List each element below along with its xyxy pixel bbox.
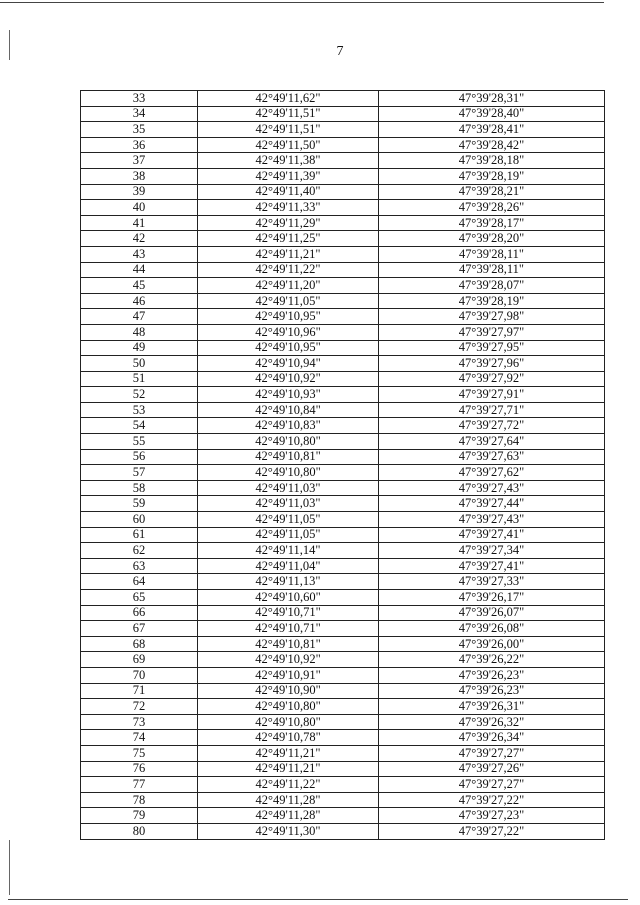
latitude-cell: 42°49'11,05"	[198, 293, 379, 309]
point-number-cell: 46	[81, 293, 198, 309]
point-number-cell: 72	[81, 699, 198, 715]
longitude-cell: 47°39'26,23"	[379, 683, 605, 699]
point-number-cell: 45	[81, 278, 198, 294]
point-number-cell: 41	[81, 215, 198, 231]
latitude-cell: 42°49'11,51"	[198, 122, 379, 138]
point-number-cell: 42	[81, 231, 198, 247]
page-number: 7	[336, 44, 344, 59]
point-number-cell: 58	[81, 480, 198, 496]
table-row	[81, 636, 605, 652]
table-row	[81, 324, 605, 340]
scan-edge-mark-lower	[9, 840, 10, 895]
longitude-cell: 47°39'27,43"	[379, 480, 605, 496]
longitude-cell: 47°39'28,41"	[379, 122, 605, 138]
point-number-cell: 38	[81, 168, 198, 184]
longitude-cell: 47°39'27,22"	[379, 823, 605, 839]
point-number-cell: 54	[81, 418, 198, 434]
longitude-cell: 47°39'28,11"	[379, 262, 605, 278]
latitude-cell: 42°49'10,91"	[198, 667, 379, 683]
table-row	[81, 418, 605, 434]
latitude-cell: 42°49'10,93"	[198, 387, 379, 403]
latitude-cell: 42°49'11,50"	[198, 137, 379, 153]
table-row	[81, 777, 605, 793]
table-row	[81, 153, 605, 169]
longitude-cell: 47°39'28,21"	[379, 184, 605, 200]
latitude-cell: 42°49'11,05"	[198, 527, 379, 543]
latitude-cell: 42°49'10,80"	[198, 434, 379, 450]
latitude-cell: 42°49'11,13"	[198, 574, 379, 590]
longitude-cell: 47°39'28,19"	[379, 168, 605, 184]
longitude-cell: 47°39'28,07"	[379, 278, 605, 294]
point-number-cell: 78	[81, 792, 198, 808]
latitude-cell: 42°49'10,95"	[198, 340, 379, 356]
table-row	[81, 496, 605, 512]
table-row	[81, 667, 605, 683]
latitude-cell: 42°49'11,20"	[198, 278, 379, 294]
point-number-cell: 47	[81, 309, 198, 325]
table-row	[81, 808, 605, 824]
longitude-cell: 47°39'26,34"	[379, 730, 605, 746]
latitude-cell: 42°49'11,04"	[198, 558, 379, 574]
longitude-cell: 47°39'28,26"	[379, 200, 605, 216]
latitude-cell: 42°49'10,81"	[198, 636, 379, 652]
latitude-cell: 42°49'10,95"	[198, 309, 379, 325]
point-number-cell: 57	[81, 465, 198, 481]
longitude-cell: 47°39'28,11"	[379, 246, 605, 262]
latitude-cell: 42°49'10,90"	[198, 683, 379, 699]
table-row	[81, 512, 605, 528]
latitude-cell: 42°49'10,80"	[198, 699, 379, 715]
point-number-cell: 48	[81, 324, 198, 340]
table-row	[81, 745, 605, 761]
longitude-cell: 47°39'27,71"	[379, 402, 605, 418]
longitude-cell: 47°39'28,20"	[379, 231, 605, 247]
table-row	[81, 823, 605, 839]
point-number-cell: 77	[81, 777, 198, 793]
point-number-cell: 62	[81, 543, 198, 559]
table-row	[81, 683, 605, 699]
point-number-cell: 40	[81, 200, 198, 216]
table-row	[81, 605, 605, 621]
table-row	[81, 215, 605, 231]
latitude-cell: 42°49'11,62"	[198, 91, 379, 107]
longitude-cell: 47°39'27,34"	[379, 543, 605, 559]
latitude-cell: 42°49'10,84"	[198, 402, 379, 418]
latitude-cell: 42°49'10,96"	[198, 324, 379, 340]
point-number-cell: 79	[81, 808, 198, 824]
latitude-cell: 42°49'11,29"	[198, 215, 379, 231]
latitude-cell: 42°49'10,94"	[198, 356, 379, 372]
table-row	[81, 465, 605, 481]
table-row	[81, 231, 605, 247]
table-row	[81, 387, 605, 403]
table-row	[81, 340, 605, 356]
longitude-cell: 47°39'28,42"	[379, 137, 605, 153]
longitude-cell: 47°39'28,31"	[379, 91, 605, 107]
table-row	[81, 293, 605, 309]
longitude-cell: 47°39'26,31"	[379, 699, 605, 715]
latitude-cell: 42°49'11,05"	[198, 512, 379, 528]
table-row	[81, 434, 605, 450]
point-number-cell: 52	[81, 387, 198, 403]
longitude-cell: 47°39'28,40"	[379, 106, 605, 122]
table-row	[81, 371, 605, 387]
latitude-cell: 42°49'11,51"	[198, 106, 379, 122]
point-number-cell: 36	[81, 137, 198, 153]
longitude-cell: 47°39'27,62"	[379, 465, 605, 481]
point-number-cell: 44	[81, 262, 198, 278]
table-row	[81, 714, 605, 730]
latitude-cell: 42°49'10,81"	[198, 449, 379, 465]
table-row	[81, 91, 605, 107]
table-row	[81, 106, 605, 122]
longitude-cell: 47°39'27,92"	[379, 371, 605, 387]
table-row	[81, 730, 605, 746]
longitude-cell: 47°39'27,98"	[379, 309, 605, 325]
longitude-cell: 47°39'27,26"	[379, 761, 605, 777]
point-number-cell: 61	[81, 527, 198, 543]
longitude-cell: 47°39'28,18"	[379, 153, 605, 169]
longitude-cell: 47°39'26,32"	[379, 714, 605, 730]
latitude-cell: 42°49'10,80"	[198, 465, 379, 481]
table-row	[81, 246, 605, 262]
latitude-cell: 42°49'11,22"	[198, 777, 379, 793]
latitude-cell: 42°49'10,78"	[198, 730, 379, 746]
point-number-cell: 55	[81, 434, 198, 450]
latitude-cell: 42°49'10,60"	[198, 590, 379, 606]
table-row	[81, 652, 605, 668]
coordinates-table-body	[81, 91, 605, 840]
point-number-cell: 74	[81, 730, 198, 746]
longitude-cell: 47°39'26,07"	[379, 605, 605, 621]
latitude-cell: 42°49'11,25"	[198, 231, 379, 247]
longitude-cell: 47°39'26,08"	[379, 621, 605, 637]
longitude-cell: 47°39'27,91"	[379, 387, 605, 403]
point-number-cell: 75	[81, 745, 198, 761]
longitude-cell: 47°39'27,72"	[379, 418, 605, 434]
latitude-cell: 42°49'11,28"	[198, 808, 379, 824]
latitude-cell: 42°49'11,33"	[198, 200, 379, 216]
point-number-cell: 64	[81, 574, 198, 590]
longitude-cell: 47°39'27,33"	[379, 574, 605, 590]
table-row	[81, 621, 605, 637]
point-number-cell: 66	[81, 605, 198, 621]
point-number-cell: 76	[81, 761, 198, 777]
longitude-cell: 47°39'27,43"	[379, 512, 605, 528]
longitude-cell: 47°39'27,22"	[379, 792, 605, 808]
point-number-cell: 56	[81, 449, 198, 465]
table-row	[81, 402, 605, 418]
bottom-scan-rule	[8, 899, 628, 900]
table-row	[81, 527, 605, 543]
table-row	[81, 761, 605, 777]
point-number-cell: 59	[81, 496, 198, 512]
table-row	[81, 792, 605, 808]
table-row	[81, 356, 605, 372]
latitude-cell: 42°49'11,21"	[198, 745, 379, 761]
point-number-cell: 80	[81, 823, 198, 839]
point-number-cell: 39	[81, 184, 198, 200]
point-number-cell: 73	[81, 714, 198, 730]
latitude-cell: 42°49'11,38"	[198, 153, 379, 169]
longitude-cell: 47°39'26,00"	[379, 636, 605, 652]
table-row	[81, 184, 605, 200]
longitude-cell: 47°39'28,17"	[379, 215, 605, 231]
longitude-cell: 47°39'27,64"	[379, 434, 605, 450]
point-number-cell: 35	[81, 122, 198, 138]
table-row	[81, 543, 605, 559]
latitude-cell: 42°49'10,92"	[198, 371, 379, 387]
table-row	[81, 590, 605, 606]
point-number-cell: 70	[81, 667, 198, 683]
longitude-cell: 47°39'27,23"	[379, 808, 605, 824]
point-number-cell: 53	[81, 402, 198, 418]
point-number-cell: 69	[81, 652, 198, 668]
point-number-cell: 71	[81, 683, 198, 699]
latitude-cell: 42°49'10,71"	[198, 621, 379, 637]
table-row	[81, 278, 605, 294]
longitude-cell: 47°39'27,95"	[379, 340, 605, 356]
table-row	[81, 574, 605, 590]
latitude-cell: 42°49'10,80"	[198, 714, 379, 730]
point-number-cell: 63	[81, 558, 198, 574]
point-number-cell: 50	[81, 356, 198, 372]
latitude-cell: 42°49'11,22"	[198, 262, 379, 278]
point-number-cell: 33	[81, 91, 198, 107]
table-row	[81, 309, 605, 325]
table-row	[81, 699, 605, 715]
longitude-cell: 47°39'27,41"	[379, 527, 605, 543]
point-number-cell: 60	[81, 512, 198, 528]
latitude-cell: 42°49'11,40"	[198, 184, 379, 200]
latitude-cell: 42°49'11,28"	[198, 792, 379, 808]
point-number-cell: 65	[81, 590, 198, 606]
top-scan-rule	[0, 2, 604, 3]
longitude-cell: 47°39'26,17"	[379, 590, 605, 606]
point-number-cell: 43	[81, 246, 198, 262]
longitude-cell: 47°39'27,63"	[379, 449, 605, 465]
point-number-cell: 67	[81, 621, 198, 637]
latitude-cell: 42°49'10,71"	[198, 605, 379, 621]
latitude-cell: 42°49'11,03"	[198, 480, 379, 496]
point-number-cell: 34	[81, 106, 198, 122]
table-row	[81, 200, 605, 216]
longitude-cell: 47°39'27,97"	[379, 324, 605, 340]
table-row	[81, 480, 605, 496]
point-number-cell: 49	[81, 340, 198, 356]
latitude-cell: 42°49'11,39"	[198, 168, 379, 184]
latitude-cell: 42°49'11,14"	[198, 543, 379, 559]
table-row	[81, 262, 605, 278]
longitude-cell: 47°39'27,41"	[379, 558, 605, 574]
longitude-cell: 47°39'26,23"	[379, 667, 605, 683]
coordinates-table	[80, 90, 605, 840]
table-row	[81, 122, 605, 138]
latitude-cell: 42°49'11,21"	[198, 761, 379, 777]
longitude-cell: 47°39'27,44"	[379, 496, 605, 512]
longitude-cell: 47°39'27,96"	[379, 356, 605, 372]
longitude-cell: 47°39'27,27"	[379, 745, 605, 761]
table-row	[81, 168, 605, 184]
table-row	[81, 558, 605, 574]
table-row	[81, 449, 605, 465]
longitude-cell: 47°39'27,27"	[379, 777, 605, 793]
point-number-cell: 51	[81, 371, 198, 387]
latitude-cell: 42°49'11,03"	[198, 496, 379, 512]
latitude-cell: 42°49'11,30"	[198, 823, 379, 839]
longitude-cell: 47°39'28,19"	[379, 293, 605, 309]
longitude-cell: 47°39'26,22"	[379, 652, 605, 668]
point-number-cell: 37	[81, 153, 198, 169]
latitude-cell: 42°49'11,21"	[198, 246, 379, 262]
latitude-cell: 42°49'10,92"	[198, 652, 379, 668]
table-row	[81, 137, 605, 153]
point-number-cell: 68	[81, 636, 198, 652]
latitude-cell: 42°49'10,83"	[198, 418, 379, 434]
